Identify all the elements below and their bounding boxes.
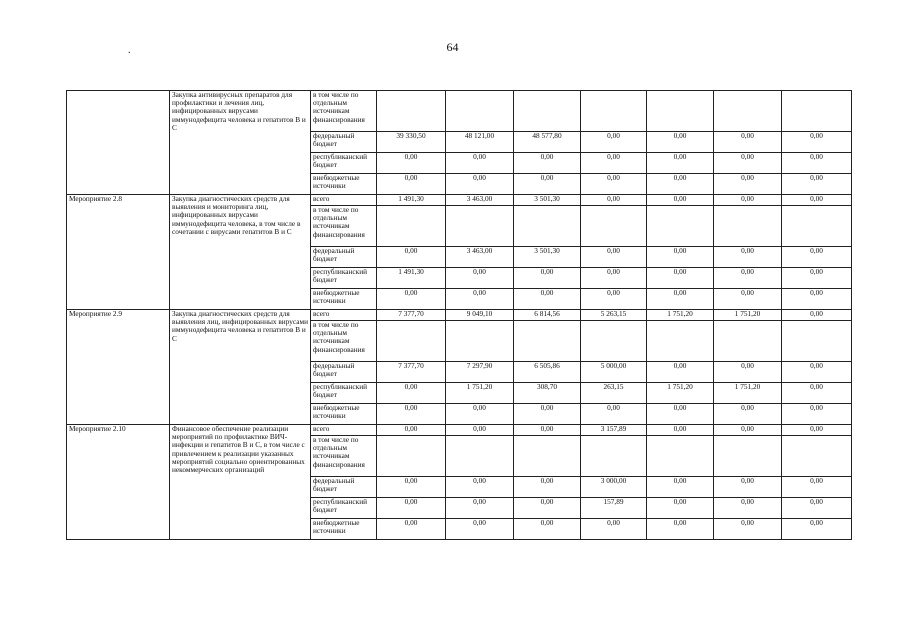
amount-cell: 0,00 <box>782 247 852 268</box>
amount-cell <box>714 206 782 247</box>
amount-cell <box>647 321 714 362</box>
funding-source: федеральный бюджет <box>311 132 377 153</box>
amount-cell <box>514 436 581 477</box>
amount-cell: 3 501,30 <box>514 247 581 268</box>
amount-cell: 308,70 <box>514 383 581 404</box>
amount-cell: 0,00 <box>514 425 581 436</box>
funding-source: в том числе по отдельным источникам финансирования <box>311 206 377 247</box>
amount-cell: 0,00 <box>714 153 782 174</box>
amount-cell: 1 491,30 <box>377 268 446 289</box>
table-row <box>67 195 852 206</box>
amount-cell: 0,00 <box>446 404 514 425</box>
funding-source: внебюджетные источники <box>311 519 377 540</box>
amount-cell <box>782 436 852 477</box>
amount-cell: 0,00 <box>377 477 446 498</box>
amount-cell: 0,00 <box>514 404 581 425</box>
funding-source: республиканский бюджет <box>311 153 377 174</box>
amount-cell: 0,00 <box>782 519 852 540</box>
amount-cell: 7 297,90 <box>446 362 514 383</box>
amount-cell: 0,00 <box>714 498 782 519</box>
amount-cell: 0,00 <box>782 132 852 153</box>
amount-cell: 3 463,00 <box>446 247 514 268</box>
amount-cell: 1 751,20 <box>647 310 714 321</box>
amount-cell: 0,00 <box>514 477 581 498</box>
amount-cell: 0,00 <box>377 153 446 174</box>
amount-cell <box>714 321 782 362</box>
amount-cell: 5 263,15 <box>581 310 647 321</box>
funding-source: внебюджетные источники <box>311 174 377 195</box>
table-row <box>67 91 852 132</box>
amount-cell: 0,00 <box>782 477 852 498</box>
funding-source: внебюджетные источники <box>311 404 377 425</box>
amount-cell: 0,00 <box>647 404 714 425</box>
amount-cell: 0,00 <box>581 195 647 206</box>
measure-label: Мероприятие 2.8 <box>67 195 170 310</box>
amount-cell <box>647 436 714 477</box>
amount-cell: 0,00 <box>514 268 581 289</box>
amount-cell: 0,00 <box>377 404 446 425</box>
amount-cell: 0,00 <box>514 289 581 310</box>
amount-cell: 48 121,00 <box>446 132 514 153</box>
amount-cell: 0,00 <box>714 268 782 289</box>
amount-cell: 0,00 <box>581 289 647 310</box>
amount-cell <box>782 206 852 247</box>
measure-description: Закупка диагностических средств для выявления лиц, инфицированных вирусами иммунодефицита человека и гепатитов В и С <box>170 310 311 425</box>
amount-cell <box>377 206 446 247</box>
amount-cell: 0,00 <box>782 310 852 321</box>
amount-cell: 0,00 <box>782 404 852 425</box>
amount-cell <box>647 206 714 247</box>
amount-cell: 0,00 <box>714 247 782 268</box>
amount-cell <box>377 436 446 477</box>
amount-cell: 0,00 <box>514 519 581 540</box>
amount-cell <box>581 321 647 362</box>
amount-cell: 0,00 <box>782 289 852 310</box>
amount-cell: 7 377,70 <box>377 310 446 321</box>
amount-cell <box>446 206 514 247</box>
funding-source: в том числе по отдельным источникам финансирования <box>311 321 377 362</box>
amount-cell: 0,00 <box>446 268 514 289</box>
amount-cell: 0,00 <box>377 425 446 436</box>
amount-cell: 0,00 <box>782 498 852 519</box>
amount-cell: 0,00 <box>647 425 714 436</box>
amount-cell: 48 577,80 <box>514 132 581 153</box>
amount-cell: 0,00 <box>647 477 714 498</box>
amount-cell: 0,00 <box>714 477 782 498</box>
amount-cell: 0,00 <box>377 289 446 310</box>
stray-mark: . <box>128 45 131 56</box>
amount-cell: 0,00 <box>782 362 852 383</box>
amount-cell: 263,15 <box>581 383 647 404</box>
amount-cell <box>714 436 782 477</box>
amount-cell: 0,00 <box>581 404 647 425</box>
amount-cell: 0,00 <box>446 425 514 436</box>
amount-cell <box>377 321 446 362</box>
amount-cell: 0,00 <box>446 477 514 498</box>
amount-cell: 157,89 <box>581 498 647 519</box>
amount-cell: 0,00 <box>446 289 514 310</box>
amount-cell: 0,00 <box>647 174 714 195</box>
table-row <box>67 310 852 321</box>
funding-source: в том числе по отдельным источникам финансирования <box>311 91 377 132</box>
funding-source: всего <box>311 425 377 436</box>
funding-source: в том числе по отдельным источникам финансирования <box>311 436 377 477</box>
measure-description: Финансовое обеспечение реализации мероприятий по профилактике ВИЧ-инфекции и гепатитов В и С, в том числе с привлечением к реализации указанных мероприятий социально ориентированных некоммерческих организаций <box>170 425 311 540</box>
amount-cell: 5 000,00 <box>581 362 647 383</box>
funding-source: республиканский бюджет <box>311 268 377 289</box>
amount-cell: 6 814,56 <box>514 310 581 321</box>
amount-cell: 0,00 <box>714 362 782 383</box>
amount-cell: 39 330,50 <box>377 132 446 153</box>
amount-cell <box>581 91 647 132</box>
amount-cell <box>514 91 581 132</box>
amount-cell <box>446 321 514 362</box>
amount-cell: 0,00 <box>514 174 581 195</box>
table-row <box>67 425 852 436</box>
budget-table-body <box>67 91 852 540</box>
amount-cell <box>782 321 852 362</box>
amount-cell: 0,00 <box>782 383 852 404</box>
amount-cell: 0,00 <box>647 247 714 268</box>
amount-cell <box>446 436 514 477</box>
amount-cell: 1 751,20 <box>714 310 782 321</box>
amount-cell: 0,00 <box>377 383 446 404</box>
amount-cell: 0,00 <box>581 519 647 540</box>
amount-cell: 6 505,86 <box>514 362 581 383</box>
amount-cell: 1 751,20 <box>714 383 782 404</box>
amount-cell: 9 049,10 <box>446 310 514 321</box>
amount-cell: 0,00 <box>647 519 714 540</box>
amount-cell <box>581 436 647 477</box>
amount-cell: 0,00 <box>581 247 647 268</box>
amount-cell <box>446 91 514 132</box>
funding-source: внебюджетные источники <box>311 289 377 310</box>
amount-cell: 0,00 <box>714 132 782 153</box>
amount-cell: 3 501,30 <box>514 195 581 206</box>
amount-cell: 0,00 <box>377 519 446 540</box>
amount-cell: 0,00 <box>647 362 714 383</box>
amount-cell <box>581 206 647 247</box>
amount-cell: 0,00 <box>782 153 852 174</box>
funding-source: всего <box>311 195 377 206</box>
amount-cell: 0,00 <box>581 174 647 195</box>
amount-cell: 0,00 <box>782 268 852 289</box>
amount-cell: 0,00 <box>581 268 647 289</box>
amount-cell: 0,00 <box>514 498 581 519</box>
amount-cell: 3 000,00 <box>581 477 647 498</box>
measure-label: Мероприятие 2.10 <box>67 425 170 540</box>
measure-description: Закупка диагностических средств для выявления и мониторинга лиц, инфицированных вирусами иммунодефицита человека, в том числе в сочетании с вирусами гепатитов В и С <box>170 195 311 310</box>
amount-cell: 0,00 <box>714 174 782 195</box>
amount-cell: 0,00 <box>647 498 714 519</box>
amount-cell: 0,00 <box>714 519 782 540</box>
amount-cell: 0,00 <box>446 153 514 174</box>
amount-cell: 0,00 <box>514 153 581 174</box>
amount-cell <box>714 91 782 132</box>
amount-cell: 0,00 <box>714 425 782 436</box>
amount-cell: 1 751,20 <box>647 383 714 404</box>
funding-source: республиканский бюджет <box>311 383 377 404</box>
measure-label: Мероприятие 2.9 <box>67 310 170 425</box>
amount-cell: 0,00 <box>714 289 782 310</box>
funding-source: республиканский бюджет <box>311 498 377 519</box>
funding-source: федеральный бюджет <box>311 362 377 383</box>
amount-cell: 0,00 <box>377 247 446 268</box>
measure-description: Закупка антивирусных препаратов для профилактики и лечения лиц, инфицированных вирусами иммунодефицита человека и гепатитов В и С <box>170 91 311 195</box>
amount-cell <box>647 91 714 132</box>
amount-cell: 7 377,70 <box>377 362 446 383</box>
amount-cell: 0,00 <box>782 195 852 206</box>
amount-cell: 0,00 <box>647 195 714 206</box>
amount-cell: 0,00 <box>377 174 446 195</box>
amount-cell <box>377 91 446 132</box>
amount-cell: 0,00 <box>714 195 782 206</box>
page-number: 64 <box>446 40 459 54</box>
amount-cell <box>514 206 581 247</box>
budget-table <box>66 90 852 540</box>
amount-cell: 1 751,20 <box>446 383 514 404</box>
amount-cell: 3 157,89 <box>581 425 647 436</box>
funding-source: федеральный бюджет <box>311 477 377 498</box>
amount-cell: 0,00 <box>446 174 514 195</box>
amount-cell: 0,00 <box>782 174 852 195</box>
amount-cell: 0,00 <box>446 519 514 540</box>
amount-cell <box>514 321 581 362</box>
amount-cell: 0,00 <box>647 289 714 310</box>
amount-cell: 0,00 <box>782 425 852 436</box>
funding-source: федеральный бюджет <box>311 247 377 268</box>
amount-cell: 0,00 <box>581 153 647 174</box>
amount-cell: 0,00 <box>647 132 714 153</box>
amount-cell: 0,00 <box>581 132 647 153</box>
amount-cell: 3 463,00 <box>446 195 514 206</box>
amount-cell: 0,00 <box>714 404 782 425</box>
amount-cell: 0,00 <box>647 153 714 174</box>
amount-cell: 0,00 <box>446 498 514 519</box>
amount-cell: 0,00 <box>647 268 714 289</box>
amount-cell <box>782 91 852 132</box>
measure-label <box>67 91 170 195</box>
amount-cell: 0,00 <box>377 498 446 519</box>
amount-cell: 1 491,30 <box>377 195 446 206</box>
funding-source: всего <box>311 310 377 321</box>
